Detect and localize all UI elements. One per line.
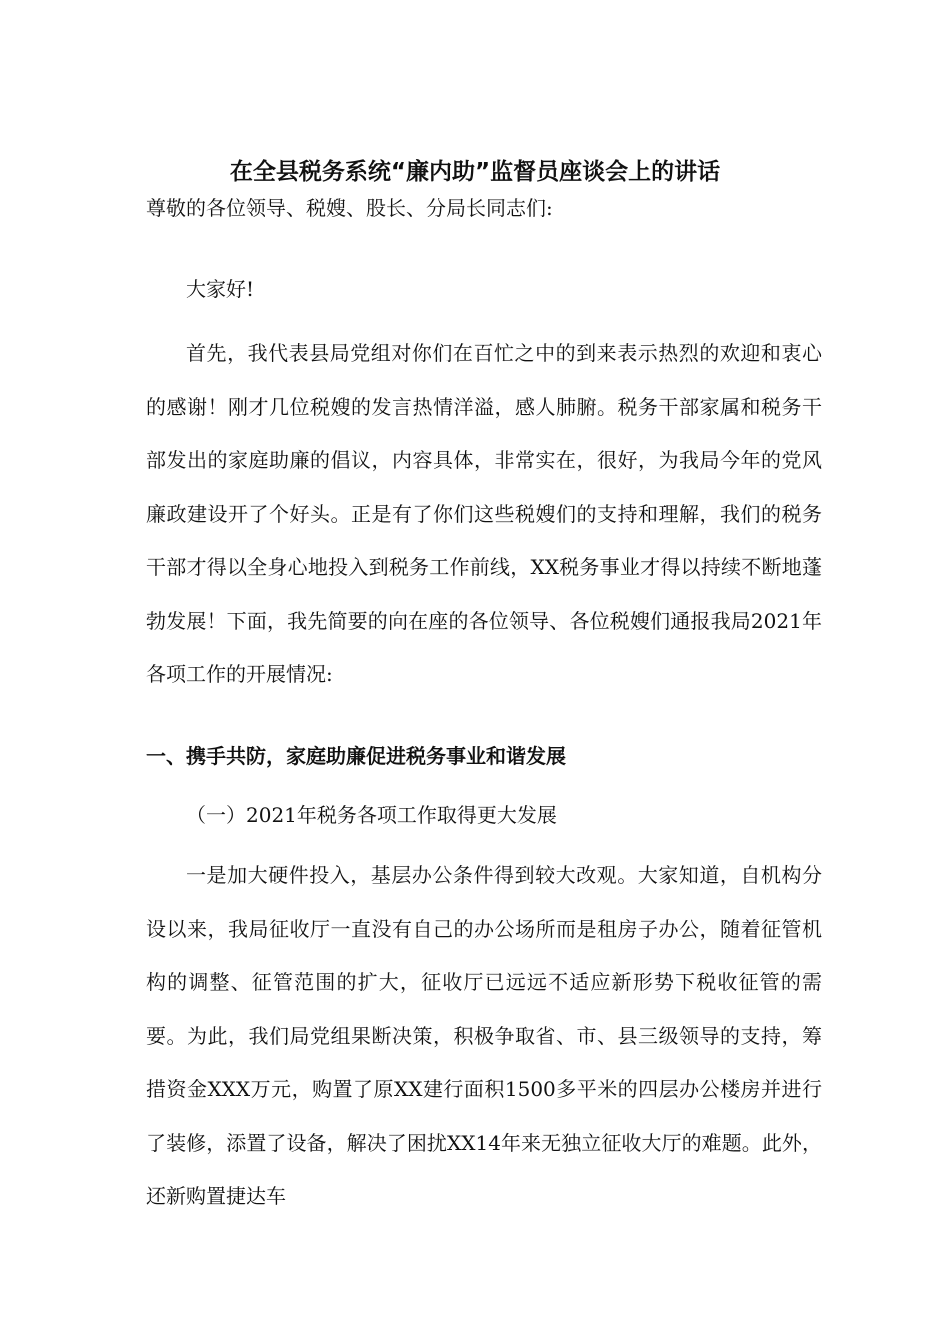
point-one-paragraph: 一是加大硬件投入，基层办公条件得到较大改观。大家知道，自机构分设以来，我局征收厅一直没有自己的办公场所而是租房子办公，随着征管机构的调整、征管范围的扩大，征收厅已远远不适应新形势下税收征管的需要。为此，我们局党组果断决策，积极争取省、市、县三级领导的支持，筹措资金XXX万元，购置了原XX建行面积1500多平米的四层办公楼房并进行了装修，添置了设备，解决了困扰XX14年来无独立征收大厅的难题。此外，还新购置捷达车 xyxy=(146,863,822,1208)
salutation: 尊敬的各位领导、税嫂、股长、分局长同志们: xyxy=(146,196,553,220)
intro-paragraph: 首先，我代表县局党组对你们在百忙之中的到来表示热烈的欢迎和衷心的感谢！刚才几位税嫂的发言热情洋溢，感人肺腑。税务干部家属和税务干部发出的家庭助廉的倡议，内容具体，非常实在，很好，为我局今年的党风廉政建设开了个好头。正是有了你们这些税嫂们的支持和理解，我们的税务干部才得以全身心地投入到税务工作前线，XX税务事业才得以持续不断地蓬勃发展！下面，我先简要的向在座的各位领导、各位税嫂们通报我局2021年各项工作的开展情况: xyxy=(146,341,822,686)
subsection-heading: （一）2021年税务各项工作取得更大发展 xyxy=(186,803,557,827)
document-title: 在全县税务系统“廉内助”监督员座谈会上的讲话 xyxy=(229,159,721,185)
section-heading: 一、携手共防，家庭助廉促进税务事业和谐发展 xyxy=(146,744,566,768)
greeting: 大家好! xyxy=(186,277,255,301)
